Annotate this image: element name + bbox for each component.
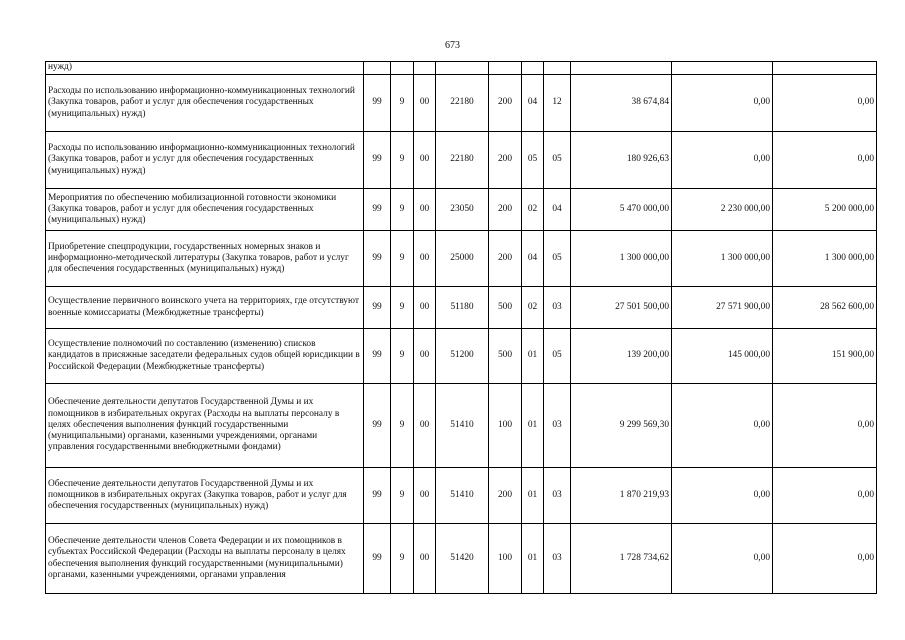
group-code: 00 — [414, 524, 436, 594]
section-code: 04 — [522, 75, 544, 132]
direction-code: 51180 — [436, 287, 489, 329]
amount-year-2: 0,00 — [672, 524, 773, 594]
row-name: Обеспечение деятельности депутатов Государственной Думы и их помощников в избирательных округах (Расходы на выплаты персоналу в целях обеспечения выполнения функций государственными (муниципальными) органами, казенными учреждениями, органами управления государственными внебюджетными фондами) — [46, 384, 364, 468]
direction-code: 22180 — [436, 132, 489, 189]
row-name: Мероприятия по обеспечению мобилизационной готовности экономики (Закупка товаров, работ и услуг для обеспечения государственных (муниципальных) нужд) — [46, 189, 364, 231]
amount-year-3 — [773, 62, 877, 75]
program-code: 99 — [364, 287, 391, 329]
table-row — [46, 329, 877, 384]
direction-code: 51410 — [436, 468, 489, 524]
row-name: нужд) — [46, 62, 364, 75]
table-row — [46, 189, 877, 231]
direction-code: 23050 — [436, 189, 489, 231]
program-code — [364, 62, 391, 75]
budget-table — [45, 61, 877, 594]
amount-year-3: 1 300 000,00 — [773, 231, 877, 287]
program-code: 99 — [364, 75, 391, 132]
amount-year-1: 1 728 734,62 — [571, 524, 672, 594]
expense-type — [489, 62, 522, 75]
amount-year-2: 0,00 — [672, 384, 773, 468]
program-code: 99 — [364, 384, 391, 468]
amount-year-2: 0,00 — [672, 75, 773, 132]
subsection-code: 03 — [544, 287, 571, 329]
row-name: Осуществление первичного воинского учета на территориях, где отсутствуют военные комиссариаты (Межбюджетные трансферты) — [46, 287, 364, 329]
amount-year-2: 2 230 000,00 — [672, 189, 773, 231]
page-number: 673 — [445, 40, 460, 51]
subsection-code — [544, 62, 571, 75]
subprogram-code: 9 — [391, 524, 414, 594]
amount-year-3: 0,00 — [773, 468, 877, 524]
amount-year-2: 1 300 000,00 — [672, 231, 773, 287]
subprogram-code — [391, 62, 414, 75]
amount-year-2 — [672, 62, 773, 75]
group-code — [414, 62, 436, 75]
subsection-code: 05 — [544, 231, 571, 287]
amount-year-1: 9 299 569,30 — [571, 384, 672, 468]
section-code: 01 — [522, 384, 544, 468]
group-code: 00 — [414, 329, 436, 384]
section-code: 01 — [522, 468, 544, 524]
amount-year-1 — [571, 62, 672, 75]
table-row — [46, 132, 877, 189]
expense-type: 500 — [489, 329, 522, 384]
row-name: Обеспечение деятельности депутатов Государственной Думы и их помощников в избирательных округах (Закупка товаров, работ и услуг для обеспечения государственных (муниципальных) нужд) — [46, 468, 364, 524]
expense-type: 100 — [489, 384, 522, 468]
subprogram-code: 9 — [391, 132, 414, 189]
row-name: Осуществление полномочий по составлению (изменению) списков кандидатов в присяжные заседатели федеральных судов общей юрисдикции в Российской Федерации (Межбюджетные трансферты) — [46, 329, 364, 384]
program-code: 99 — [364, 524, 391, 594]
amount-year-1: 38 674,84 — [571, 75, 672, 132]
amount-year-2: 145 000,00 — [672, 329, 773, 384]
program-code: 99 — [364, 132, 391, 189]
group-code: 00 — [414, 287, 436, 329]
expense-type: 100 — [489, 524, 522, 594]
amount-year-1: 1 300 000,00 — [571, 231, 672, 287]
subsection-code: 04 — [544, 189, 571, 231]
amount-year-1: 180 926,63 — [571, 132, 672, 189]
amount-year-2: 0,00 — [672, 468, 773, 524]
subprogram-code: 9 — [391, 231, 414, 287]
amount-year-3: 0,00 — [773, 384, 877, 468]
section-code: 01 — [522, 329, 544, 384]
expense-type: 200 — [489, 231, 522, 287]
amount-year-3: 0,00 — [773, 524, 877, 594]
program-code: 99 — [364, 468, 391, 524]
subprogram-code: 9 — [391, 189, 414, 231]
program-code: 99 — [364, 231, 391, 287]
expense-type: 200 — [489, 189, 522, 231]
subprogram-code: 9 — [391, 468, 414, 524]
group-code: 00 — [414, 132, 436, 189]
amount-year-3: 28 562 600,00 — [773, 287, 877, 329]
amount-year-3: 151 900,00 — [773, 329, 877, 384]
amount-year-3: 0,00 — [773, 75, 877, 132]
group-code: 00 — [414, 189, 436, 231]
section-code: 05 — [522, 132, 544, 189]
group-code: 00 — [414, 75, 436, 132]
subsection-code: 03 — [544, 524, 571, 594]
row-name: Приобретение спецпродукции, государственных номерных знаков и информационно-методической литературы (Закупка товаров, работ и услуг для обеспечения государственных (муниципальных) нужд) — [46, 231, 364, 287]
direction-code: 25000 — [436, 231, 489, 287]
section-code: 01 — [522, 524, 544, 594]
subsection-code: 12 — [544, 75, 571, 132]
amount-year-1: 139 200,00 — [571, 329, 672, 384]
amount-year-2: 27 571 900,00 — [672, 287, 773, 329]
expense-type: 200 — [489, 468, 522, 524]
group-code: 00 — [414, 231, 436, 287]
direction-code: 51200 — [436, 329, 489, 384]
table-row — [46, 231, 877, 287]
section-code: 04 — [522, 231, 544, 287]
amount-year-2: 0,00 — [672, 132, 773, 189]
amount-year-1: 5 470 000,00 — [571, 189, 672, 231]
subprogram-code: 9 — [391, 287, 414, 329]
table-row — [46, 287, 877, 329]
row-name: Обеспечение деятельности членов Совета Федерации и их помощников в субъектах Российской Федерации (Расходы на выплаты персоналу в целях обеспечения выполнения функций государственными (муниципальными) органами, казенными учреждениями, органами управления — [46, 524, 364, 594]
amount-year-3: 0,00 — [773, 132, 877, 189]
expense-type: 200 — [489, 132, 522, 189]
subprogram-code: 9 — [391, 329, 414, 384]
table-row — [46, 524, 877, 594]
group-code: 00 — [414, 384, 436, 468]
subsection-code: 03 — [544, 468, 571, 524]
amount-year-3: 5 200 000,00 — [773, 189, 877, 231]
section-code: 02 — [522, 287, 544, 329]
expense-type: 200 — [489, 75, 522, 132]
direction-code — [436, 62, 489, 75]
table-row — [46, 384, 877, 468]
table-row — [46, 62, 877, 75]
section-code: 02 — [522, 189, 544, 231]
row-name: Расходы по использованию информационно-коммуникационных технологий (Закупка товаров, работ и услуг для обеспечения государственных (муниципальных) нужд) — [46, 75, 364, 132]
subsection-code: 03 — [544, 384, 571, 468]
row-name: Расходы по использованию информационно-коммуникационных технологий (Закупка товаров, работ и услуг для обеспечения государственных (муниципальных) нужд) — [46, 132, 364, 189]
amount-year-1: 1 870 219,93 — [571, 468, 672, 524]
expense-type: 500 — [489, 287, 522, 329]
program-code: 99 — [364, 189, 391, 231]
section-code — [522, 62, 544, 75]
direction-code: 51420 — [436, 524, 489, 594]
amount-year-1: 27 501 500,00 — [571, 287, 672, 329]
program-code: 99 — [364, 329, 391, 384]
direction-code: 51410 — [436, 384, 489, 468]
subsection-code: 05 — [544, 329, 571, 384]
table-row — [46, 468, 877, 524]
subprogram-code: 9 — [391, 75, 414, 132]
table-row — [46, 75, 877, 132]
subprogram-code: 9 — [391, 384, 414, 468]
direction-code: 22180 — [436, 75, 489, 132]
subsection-code: 05 — [544, 132, 571, 189]
group-code: 00 — [414, 468, 436, 524]
